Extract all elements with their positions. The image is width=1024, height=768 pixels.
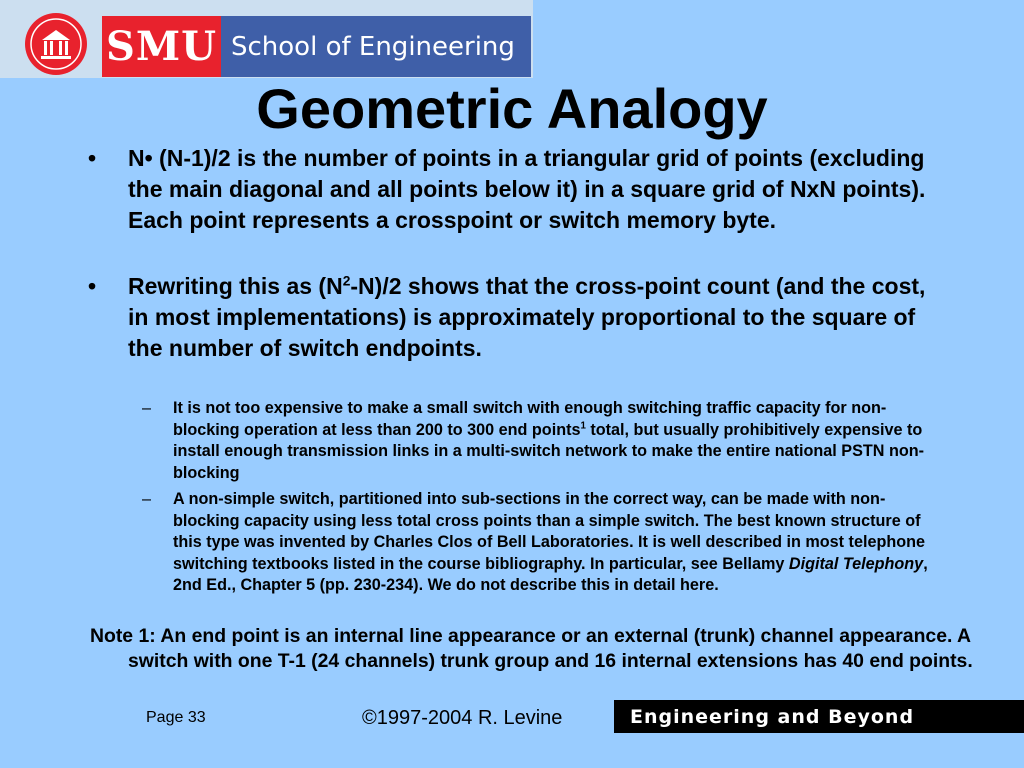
book-title: Digital Telephony xyxy=(788,554,924,573)
bullet-item xyxy=(88,143,928,236)
sub-bullet-item xyxy=(142,398,933,484)
sub-bullet-text: total, but usually prohibitively expensive to install enough transmission links in a multi-switch network to make the entire national PSTN non-blocking xyxy=(173,420,925,482)
superscript: 2 xyxy=(342,273,351,289)
bullet-marker: • xyxy=(88,273,97,299)
sub-bullet-text: A non-simple switch, partitioned into sub-sections in the correct way, can be made with non-blocking capacity using less total cross points than a simple switch. The best known structure of this type was invented by Charles Clos of Bell Laboratories. It is well described in most telephone switching textbooks listed in the course bibliography. In particular, see Bellamy xyxy=(173,490,925,573)
sub-bullet-marker: – xyxy=(142,490,152,508)
header-logo-band xyxy=(0,0,533,78)
bullet-item xyxy=(88,271,928,364)
school-banner-text: School of Engineering xyxy=(231,31,515,62)
page-number: Page 33 xyxy=(146,709,206,726)
copyright: ©1997-2004 R. Levine xyxy=(362,707,563,729)
sub-bullet-item xyxy=(142,489,933,597)
footnote-ref: 1 xyxy=(580,420,586,432)
tagline-banner xyxy=(614,700,1024,733)
smu-seal-icon xyxy=(24,12,88,76)
tagline-text: Engineering and Beyond xyxy=(630,705,915,728)
footnote: Note 1: An end point is an internal line appearance or an external (trunk) channel appearance. A switch with one T-1 (24 channels) trunk group and 16 internal extensions has 40 end points. xyxy=(90,625,973,672)
school-banner xyxy=(221,16,531,77)
bullet-text: -N)/2 shows that the cross-point count (and the cost, in most implementations) is approximately proportional to the square of the number of switch endpoints. xyxy=(128,273,926,361)
smu-logo-text: SMU xyxy=(105,22,218,70)
bullet-marker: • xyxy=(88,145,97,171)
bullet-text: N• (N-1)/2 is the number of points in a triangular grid of points (excluding the main diagonal and all points below it) in a square grid of NxN points). Each point represents a crosspoint or switch memory byte. xyxy=(128,145,926,233)
bullet-text: Rewriting this as (N xyxy=(128,273,343,299)
slide-title: Geometric Analogy xyxy=(256,77,768,140)
smu-logo xyxy=(102,16,221,77)
sub-bullet-text: It is not too expensive to make a small switch with enough switching traffic capacity for non-blocking operation at less than 200 to 300 end points xyxy=(173,399,887,439)
sub-bullet-text: , 2nd Ed., Chapter 5 (pp. 230-234). We do not describe this in detail here. xyxy=(173,554,928,595)
sub-bullet-marker: – xyxy=(142,399,152,417)
